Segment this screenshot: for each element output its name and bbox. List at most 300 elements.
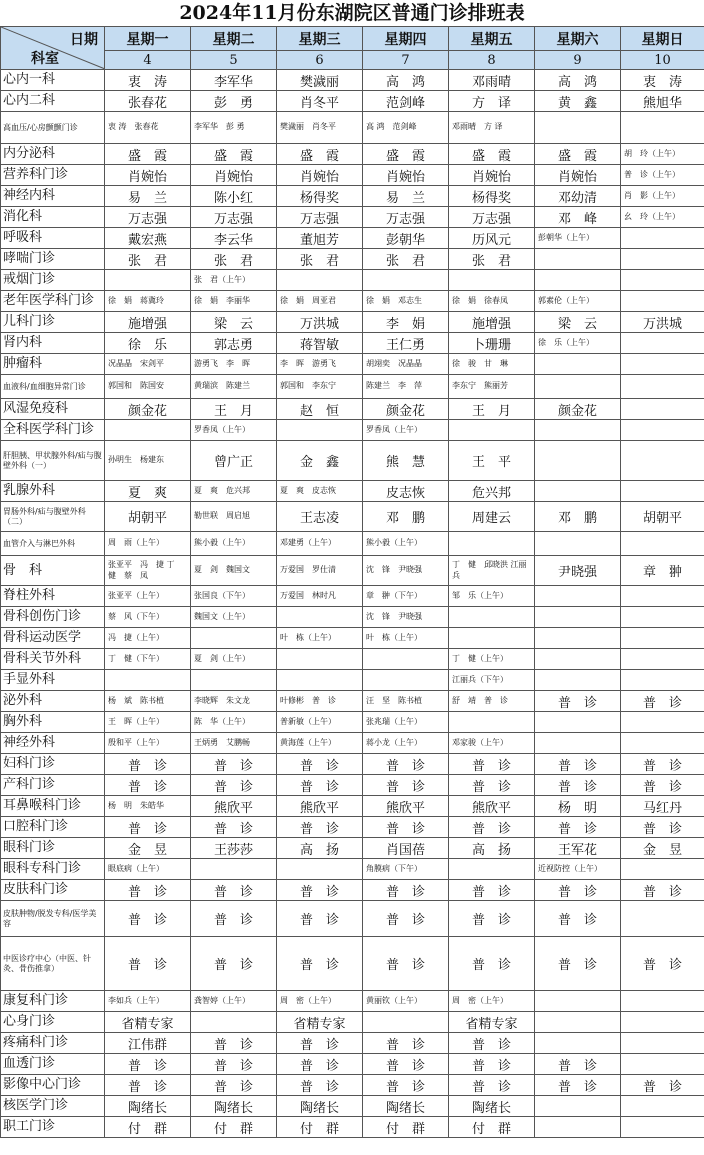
schedule-cell: 普 诊 xyxy=(535,1075,621,1096)
schedule-cell: 周建云 xyxy=(449,502,535,532)
schedule-cell: 魏国文（上午） xyxy=(191,607,277,628)
weekday-header: 星期五 xyxy=(449,27,535,51)
schedule-cell: 普 诊 xyxy=(449,817,535,838)
schedule-cell: 普 诊（上午） xyxy=(621,165,704,186)
schedule-cell: 丁 健（下午） xyxy=(105,649,191,670)
schedule-cell: 普 诊 xyxy=(449,1054,535,1075)
schedule-cell xyxy=(535,249,621,270)
schedule-cell: 蒋智敏 xyxy=(277,333,363,354)
schedule-cell: 肖婉怡 xyxy=(191,165,277,186)
schedule-cell: 王仁勇 xyxy=(363,333,449,354)
header-corner xyxy=(1,27,105,70)
table-row xyxy=(1,333,704,354)
schedule-cell xyxy=(621,532,704,556)
schedule-cell: 金 鑫 xyxy=(277,441,363,481)
schedule-cell xyxy=(621,228,704,249)
schedule-cell: 普 诊 xyxy=(535,754,621,775)
schedule-cell: 普 诊 xyxy=(449,775,535,796)
dept-name: 风湿免疫科 xyxy=(1,399,105,420)
schedule-cell: 徐 乐 xyxy=(105,333,191,354)
schedule-cell: 万志强 xyxy=(191,207,277,228)
table-row xyxy=(1,712,704,733)
schedule-cell: 王炳勇 艾鹏畅 xyxy=(191,733,277,754)
schedule-cell xyxy=(621,859,704,880)
table-row xyxy=(1,838,704,859)
dept-name: 全科医学科门诊 xyxy=(1,420,105,441)
schedule-cell: 普 诊 xyxy=(449,754,535,775)
schedule-cell xyxy=(621,249,704,270)
schedule-cell: 张国良（下午） xyxy=(191,586,277,607)
schedule-cell: 普 诊 xyxy=(363,775,449,796)
dept-name: 胸外科 xyxy=(1,712,105,733)
dept-name: 产科门诊 xyxy=(1,775,105,796)
schedule-cell xyxy=(621,333,704,354)
schedule-cell xyxy=(535,375,621,399)
schedule-cell: 普 诊 xyxy=(449,937,535,991)
schedule-cell: 普 诊 xyxy=(191,754,277,775)
schedule-cell: 普 诊 xyxy=(621,691,704,712)
schedule-cell xyxy=(621,1012,704,1033)
dept-name: 影像中心门诊 xyxy=(1,1075,105,1096)
table-row xyxy=(1,1117,704,1138)
schedule-cell: 徐 娟 周亚君 xyxy=(277,291,363,312)
schedule-cell: 普 诊 xyxy=(363,1054,449,1075)
table-row xyxy=(1,481,704,502)
schedule-cell: 殷和平（上午） xyxy=(105,733,191,754)
schedule-cell: 盛 霞 xyxy=(449,144,535,165)
schedule-cell: 普 诊 xyxy=(277,1054,363,1075)
schedule-cell: 邓雨晴 方 译 xyxy=(449,112,535,144)
schedule-cell: 颜金花 xyxy=(535,399,621,420)
schedule-cell xyxy=(363,270,449,291)
schedule-cell: 陈 华（上午） xyxy=(191,712,277,733)
schedule-cell: 罗香凤（上午） xyxy=(191,420,277,441)
schedule-cell xyxy=(535,628,621,649)
dept-name: 妇科门诊 xyxy=(1,754,105,775)
schedule-cell: 普 诊 xyxy=(105,1054,191,1075)
schedule-cell: 普 诊 xyxy=(363,937,449,991)
schedule-cell: 危兴邦 xyxy=(449,481,535,502)
schedule-cell xyxy=(535,1033,621,1054)
schedule-cell xyxy=(277,270,363,291)
schedule-cell: 普 诊 xyxy=(535,1054,621,1075)
schedule-cell: 陶绪长 xyxy=(277,1096,363,1117)
schedule-cell: 蒋小龙（上午） xyxy=(363,733,449,754)
schedule-cell xyxy=(535,607,621,628)
schedule-cell: 普 诊 xyxy=(621,775,704,796)
schedule-cell xyxy=(621,354,704,375)
schedule-cell: 角膜病（下午） xyxy=(363,859,449,880)
schedule-cell: 周 雨（上午） xyxy=(105,532,191,556)
weekday-header: 星期六 xyxy=(535,27,621,51)
schedule-cell: 高 鸿 xyxy=(363,70,449,91)
schedule-cell: 舒 靖 普 诊 xyxy=(449,691,535,712)
schedule-cell: 省精专家 xyxy=(449,1012,535,1033)
schedule-cell: 普 诊 xyxy=(277,1075,363,1096)
schedule-cell: 付 群 xyxy=(105,1117,191,1138)
schedule-cell: 熊旭华 xyxy=(621,91,704,112)
schedule-cell: 历风元 xyxy=(449,228,535,249)
schedule-cell xyxy=(535,481,621,502)
schedule-cell xyxy=(277,649,363,670)
schedule-cell: 万爱国 林时凡 xyxy=(277,586,363,607)
schedule-cell xyxy=(621,1054,704,1075)
schedule-cell: 万洪城 xyxy=(277,312,363,333)
schedule-cell: 陶绪长 xyxy=(363,1096,449,1117)
dept-name: 肿瘤科 xyxy=(1,354,105,375)
schedule-cell xyxy=(535,1117,621,1138)
schedule-cell: 夏 爽 危兴邦 xyxy=(191,481,277,502)
schedule-cell: 普 诊 xyxy=(535,937,621,991)
schedule-cell: 张 君（上午） xyxy=(191,270,277,291)
schedule-cell: 彭朝华 xyxy=(363,228,449,249)
weekday-header: 星期三 xyxy=(277,27,363,51)
schedule-cell xyxy=(277,859,363,880)
schedule-cell xyxy=(535,586,621,607)
dept-name: 内分泌科 xyxy=(1,144,105,165)
schedule-cell: 付 群 xyxy=(191,1117,277,1138)
dept-name: 骨 科 xyxy=(1,556,105,586)
schedule-cell: 丁 健（上午） xyxy=(449,649,535,670)
schedule-cell: 胡朝平 xyxy=(621,502,704,532)
table-row xyxy=(1,649,704,670)
table-row xyxy=(1,817,704,838)
schedule-cell: 普 诊 xyxy=(105,775,191,796)
schedule-cell: 高 扬 xyxy=(277,838,363,859)
schedule-cell: 邓雨晴 xyxy=(449,70,535,91)
schedule-cell: 邓建勇（上午） xyxy=(277,532,363,556)
schedule-cell: 邓幼清 xyxy=(535,186,621,207)
schedule-cell: 赵 恒 xyxy=(277,399,363,420)
schedule-cell: 黄 鑫 xyxy=(535,91,621,112)
table-row xyxy=(1,228,704,249)
schedule-cell: 普 诊 xyxy=(535,817,621,838)
schedule-cell: 熊小毅（上午） xyxy=(363,532,449,556)
schedule-cell: 徐 娟 徐春凤 xyxy=(449,291,535,312)
schedule-cell: 普 诊 xyxy=(191,817,277,838)
schedule-cell: 张 君 xyxy=(363,249,449,270)
table-row xyxy=(1,112,704,144)
schedule-cell: 普 诊 xyxy=(277,937,363,991)
schedule-cell: 章 翀（下午） xyxy=(363,586,449,607)
schedule-cell: 肖婉怡 xyxy=(535,165,621,186)
dept-name: 皮肤科门诊 xyxy=(1,880,105,901)
schedule-cell: 江丽兵（下午） xyxy=(449,670,535,691)
schedule-cell: 李云华 xyxy=(191,228,277,249)
dept-name: 消化科 xyxy=(1,207,105,228)
schedule-cell: 近视防控（上午） xyxy=(535,859,621,880)
weekday-header: 星期二 xyxy=(191,27,277,51)
schedule-cell: 普 诊 xyxy=(277,775,363,796)
schedule-cell: 付 群 xyxy=(449,1117,535,1138)
date-header: 5 xyxy=(191,51,277,70)
schedule-cell: 杨得奖 xyxy=(449,186,535,207)
schedule-cell: 徐 骏 甘 琳 xyxy=(449,354,535,375)
schedule-cell: 普 诊 xyxy=(105,817,191,838)
schedule-cell xyxy=(621,270,704,291)
schedule-cell: 普 诊 xyxy=(105,937,191,991)
schedule-cell: 普 诊 xyxy=(191,901,277,937)
dept-name: 核医学门诊 xyxy=(1,1096,105,1117)
schedule-cell: 周 密（上午） xyxy=(449,991,535,1012)
table-row xyxy=(1,70,704,91)
schedule-cell xyxy=(449,628,535,649)
schedule-cell: 普 诊 xyxy=(277,754,363,775)
schedule-cell: 易 兰 xyxy=(105,186,191,207)
schedule-cell xyxy=(535,670,621,691)
schedule-cell: 肖婉怡 xyxy=(277,165,363,186)
schedule-cell: 高 鸿 范剑峰 xyxy=(363,112,449,144)
schedule-cell: 幺 玲（上午） xyxy=(621,207,704,228)
table-row xyxy=(1,312,704,333)
schedule-cell xyxy=(621,670,704,691)
schedule-cell: 邓 鹏 xyxy=(535,502,621,532)
schedule-cell: 熊欣平 xyxy=(449,796,535,817)
table-row xyxy=(1,901,704,937)
table-row xyxy=(1,1033,704,1054)
schedule-cell xyxy=(449,859,535,880)
schedule-cell: 王莎莎 xyxy=(191,838,277,859)
schedule-cell: 易 兰 xyxy=(363,186,449,207)
dept-name: 哮喘门诊 xyxy=(1,249,105,270)
dept-name: 脊柱外科 xyxy=(1,586,105,607)
schedule-cell: 杨 明 xyxy=(535,796,621,817)
table-row xyxy=(1,1075,704,1096)
schedule-cell: 盛 霞 xyxy=(277,144,363,165)
table-row xyxy=(1,186,704,207)
schedule-cell xyxy=(621,649,704,670)
table-row xyxy=(1,991,704,1012)
schedule-cell: 普 诊 xyxy=(277,880,363,901)
schedule-cell: 肖婉怡 xyxy=(105,165,191,186)
schedule-cell: 郭国和 陈国安 xyxy=(105,375,191,399)
dept-name: 耳鼻喉科门诊 xyxy=(1,796,105,817)
schedule-cell: 普 诊 xyxy=(535,691,621,712)
schedule-cell: 金 昱 xyxy=(621,838,704,859)
schedule-cell xyxy=(621,991,704,1012)
schedule-cell: 杨得奖 xyxy=(277,186,363,207)
schedule-cell: 熊欣平 xyxy=(277,796,363,817)
schedule-cell xyxy=(621,628,704,649)
table-row xyxy=(1,354,704,375)
date-row xyxy=(1,51,704,70)
schedule-cell xyxy=(363,649,449,670)
schedule-cell: 付 群 xyxy=(363,1117,449,1138)
dept-name: 神经外科 xyxy=(1,733,105,754)
schedule-cell: 普 诊 xyxy=(191,1054,277,1075)
schedule-cell: 梁 云 xyxy=(191,312,277,333)
schedule-cell: 普 诊 xyxy=(449,880,535,901)
schedule-cell: 普 诊 xyxy=(621,1075,704,1096)
schedule-cell: 普 诊 xyxy=(105,754,191,775)
schedule-cell: 卜珊珊 xyxy=(449,333,535,354)
schedule-cell: 普 诊 xyxy=(191,775,277,796)
schedule-cell: 李军华 xyxy=(191,70,277,91)
schedule-cell: 徐 娟 李丽华 xyxy=(191,291,277,312)
schedule-cell: 王志凌 xyxy=(277,502,363,532)
schedule-cell: 邓 峰 xyxy=(535,207,621,228)
dept-name: 肾内科 xyxy=(1,333,105,354)
schedule-cell: 普 诊 xyxy=(191,880,277,901)
table-row xyxy=(1,375,704,399)
schedule-cell: 夏 爽 皮志恢 xyxy=(277,481,363,502)
date-header: 8 xyxy=(449,51,535,70)
schedule-cell xyxy=(535,649,621,670)
table-row xyxy=(1,1054,704,1075)
weekday-header: 星期日 xyxy=(621,27,704,51)
schedule-cell: 衷 涛 xyxy=(621,70,704,91)
schedule-cell: 普 诊 xyxy=(191,937,277,991)
schedule-cell: 皮志恢 xyxy=(363,481,449,502)
schedule-cell: 普 诊 xyxy=(535,775,621,796)
schedule-cell: 杨 斌 陈书植 xyxy=(105,691,191,712)
schedule-cell: 樊濊丽 xyxy=(277,70,363,91)
schedule-cell xyxy=(105,670,191,691)
dept-name: 血管介入与淋巴外科 xyxy=(1,532,105,556)
schedule-cell xyxy=(277,420,363,441)
schedule-cell: 叶修彬 普 诊 xyxy=(277,691,363,712)
table-row xyxy=(1,754,704,775)
schedule-cell: 张 君 xyxy=(105,249,191,270)
schedule-cell: 孙明生 杨建东 xyxy=(105,441,191,481)
table-row xyxy=(1,880,704,901)
dept-name: 营养科门诊 xyxy=(1,165,105,186)
schedule-cell: 陈建兰 李 萍 xyxy=(363,375,449,399)
table-row xyxy=(1,91,704,112)
schedule-cell xyxy=(535,420,621,441)
schedule-cell: 张亚平 冯 捷 丁 健 蔡 凤 xyxy=(105,556,191,586)
schedule-cell xyxy=(621,901,704,937)
table-row xyxy=(1,441,704,481)
schedule-cell: 眼底病（上午） xyxy=(105,859,191,880)
table-row xyxy=(1,207,704,228)
table-row xyxy=(1,420,704,441)
dept-name: 心内一科 xyxy=(1,70,105,91)
schedule-cell: 颜金花 xyxy=(363,399,449,420)
schedule-cell xyxy=(363,1012,449,1033)
schedule-cell: 龚智婷（上午） xyxy=(191,991,277,1012)
schedule-cell xyxy=(535,712,621,733)
schedule-cell: 张春花 xyxy=(105,91,191,112)
schedule-cell: 肖冬平 xyxy=(277,91,363,112)
dept-name: 心身门诊 xyxy=(1,1012,105,1033)
dept-label: 科室 xyxy=(31,51,59,67)
table-row xyxy=(1,607,704,628)
schedule-cell xyxy=(535,733,621,754)
schedule-cell xyxy=(621,375,704,399)
schedule-cell: 章 翀 xyxy=(621,556,704,586)
table-row xyxy=(1,532,704,556)
schedule-cell: 熊欣平 xyxy=(363,796,449,817)
schedule-cell: 张兆瑞（上午） xyxy=(363,712,449,733)
schedule-cell: 王 月 xyxy=(449,399,535,420)
table-row xyxy=(1,628,704,649)
date-header: 4 xyxy=(105,51,191,70)
schedule-cell: 王军花 xyxy=(535,838,621,859)
table-row xyxy=(1,502,704,532)
schedule-cell: 夏 爽 xyxy=(105,481,191,502)
schedule-cell: 胡翊奕 况晶晶 xyxy=(363,354,449,375)
table-row xyxy=(1,270,704,291)
schedule-cell: 况晶晶 宋剑平 xyxy=(105,354,191,375)
schedule-cell: 郭素伦（上午） xyxy=(535,291,621,312)
schedule-cell: 普 诊 xyxy=(535,880,621,901)
schedule-cell: 熊欣平 xyxy=(191,796,277,817)
schedule-cell: 邹 乐（上午） xyxy=(449,586,535,607)
dept-name: 眼科门诊 xyxy=(1,838,105,859)
page-title: 2024年11月份东湖院区普通门诊排班表 xyxy=(179,2,525,24)
schedule-cell: 盛 霞 xyxy=(105,144,191,165)
schedule-cell: 付 群 xyxy=(277,1117,363,1138)
schedule-cell xyxy=(621,1096,704,1117)
schedule-cell: 张 君 xyxy=(191,249,277,270)
schedule-cell: 黄丽钦（上午） xyxy=(363,991,449,1012)
schedule-cell: 李 娟 xyxy=(363,312,449,333)
schedule-cell: 陶绪长 xyxy=(105,1096,191,1117)
schedule-cell: 沈 锋 尹晓强 xyxy=(363,556,449,586)
schedule-cell: 熊小毅（上午） xyxy=(191,532,277,556)
schedule-table xyxy=(0,26,704,1138)
schedule-cell: 陶绪长 xyxy=(449,1096,535,1117)
table-row xyxy=(1,556,704,586)
schedule-cell: 衷 涛 xyxy=(105,70,191,91)
schedule-cell: 冯 捷（上午） xyxy=(105,628,191,649)
schedule-cell: 李晓辉 朱文龙 xyxy=(191,691,277,712)
schedule-cell: 游勇飞 李 晖 xyxy=(191,354,277,375)
schedule-cell: 肖婉怡 xyxy=(363,165,449,186)
table-row xyxy=(1,733,704,754)
schedule-cell: 盛 霞 xyxy=(191,144,277,165)
weekday-row xyxy=(1,27,704,51)
schedule-cell: 普 诊 xyxy=(277,901,363,937)
schedule-cell xyxy=(449,532,535,556)
dept-name: 乳腺外科 xyxy=(1,481,105,502)
schedule-cell xyxy=(535,270,621,291)
dept-name: 口腔科门诊 xyxy=(1,817,105,838)
schedule-cell xyxy=(535,1012,621,1033)
schedule-cell: 尹晓强 xyxy=(535,556,621,586)
schedule-cell: 普 诊 xyxy=(191,1075,277,1096)
schedule-cell: 胡 玲（上午） xyxy=(621,144,704,165)
schedule-cell: 肖婉怡 xyxy=(449,165,535,186)
schedule-cell: 夏 剑 魏国文 xyxy=(191,556,277,586)
table-row xyxy=(1,144,704,165)
schedule-cell xyxy=(191,670,277,691)
schedule-cell: 施增强 xyxy=(105,312,191,333)
schedule-cell xyxy=(535,441,621,481)
schedule-cell: 江伟群 xyxy=(105,1033,191,1054)
schedule-cell: 黄海莲（上午） xyxy=(277,733,363,754)
schedule-cell: 徐 乐（上午） xyxy=(535,333,621,354)
table-row xyxy=(1,775,704,796)
schedule-cell: 普新敏（上午） xyxy=(277,712,363,733)
schedule-cell: 彭朝华（上午） xyxy=(535,228,621,249)
table-row xyxy=(1,1012,704,1033)
schedule-cell: 普 诊 xyxy=(277,1033,363,1054)
weekday-header: 星期四 xyxy=(363,27,449,51)
table-row xyxy=(1,399,704,420)
date-header: 10 xyxy=(621,51,704,70)
dept-name: 戒烟门诊 xyxy=(1,270,105,291)
schedule-cell: 杨 明 朱皓华 xyxy=(105,796,191,817)
schedule-cell: 王 月 xyxy=(191,399,277,420)
schedule-cell: 徐 娟 蒋冀玲 xyxy=(105,291,191,312)
schedule-cell xyxy=(535,354,621,375)
schedule-cell: 普 诊 xyxy=(363,1033,449,1054)
schedule-cell: 彭 勇 xyxy=(191,91,277,112)
schedule-cell: 普 诊 xyxy=(277,817,363,838)
schedule-cell xyxy=(535,112,621,144)
